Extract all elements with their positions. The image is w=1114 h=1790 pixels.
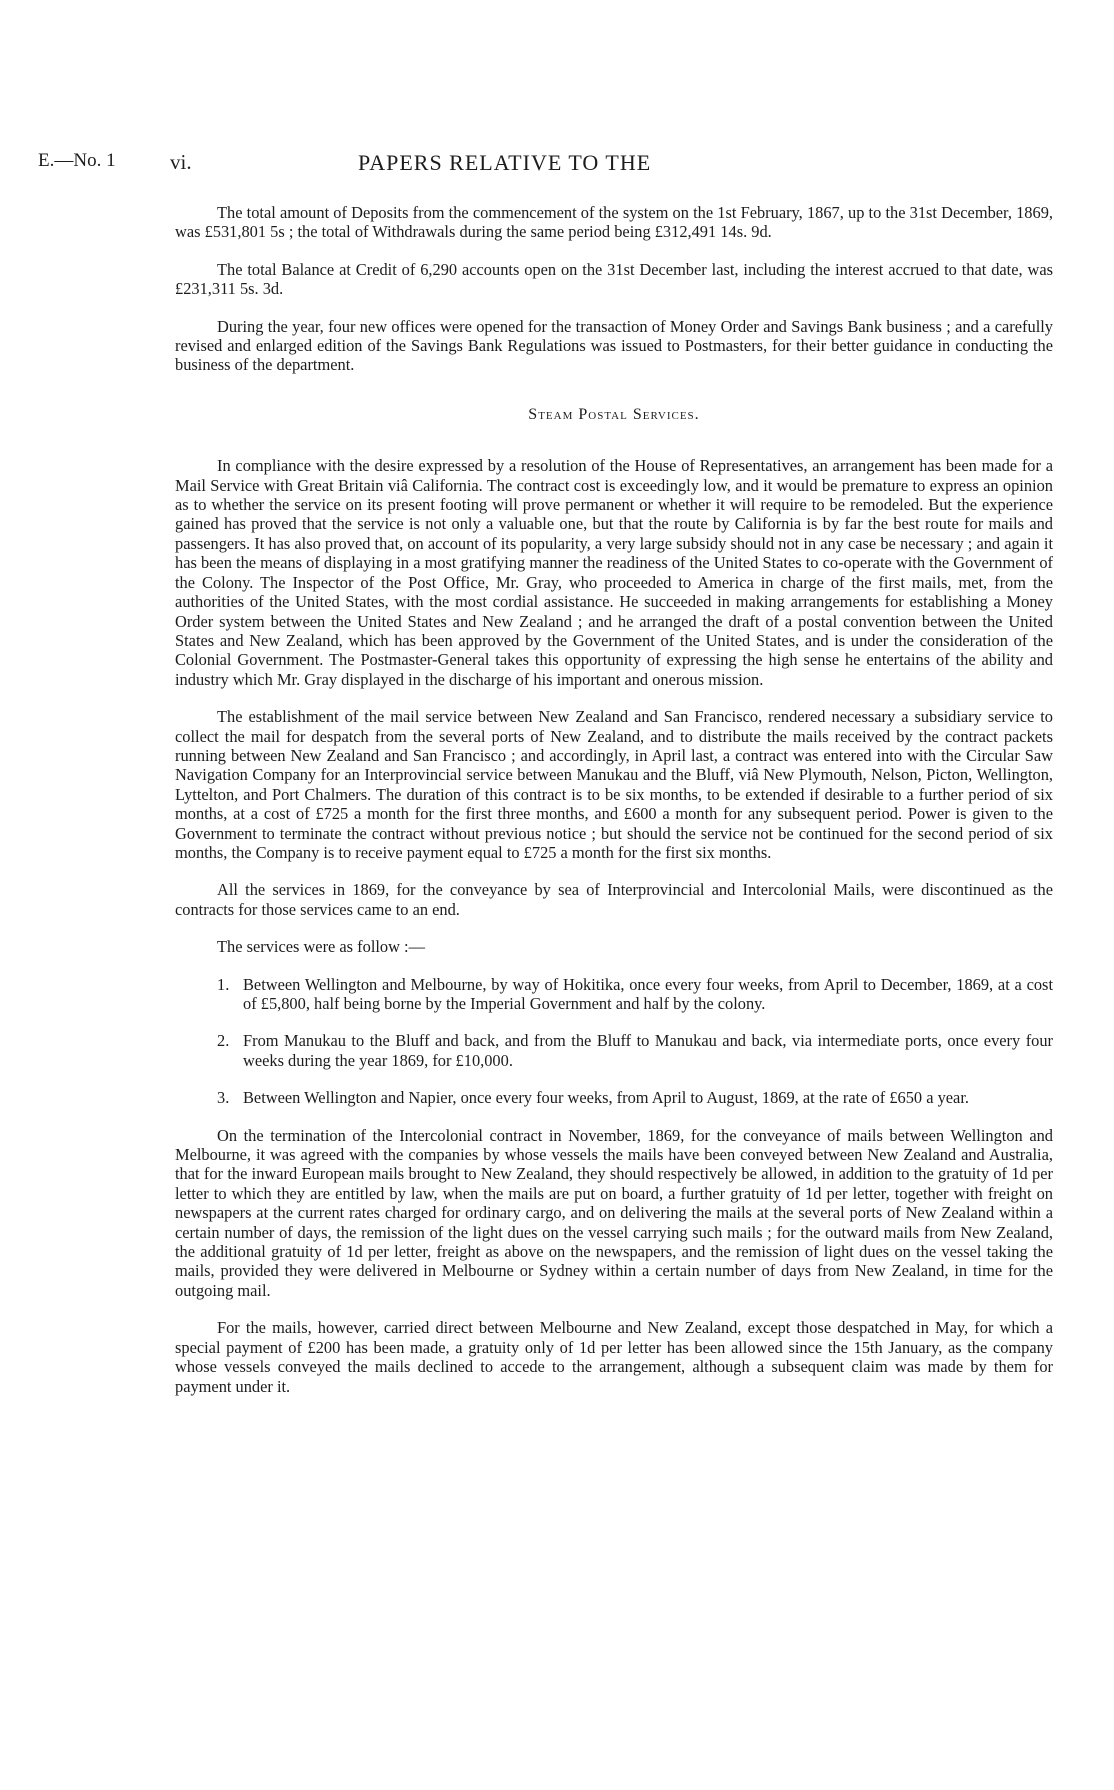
list-item-text: Between Wellington and Napier, once every four weeks, from April to August, 1869, at the rate of £650 a year.	[243, 1088, 969, 1108]
list-item-text: Between Wellington and Melbourne, by way of Hokitika, once every four weeks, from April to December, 1869, at a cost of £5,800, half being borne by the Imperial Government and half by the colony.	[243, 974, 1053, 1013]
document-reference: E.—No. 1	[38, 150, 116, 171]
paragraph-deposits: The total amount of Deposits from the commencement of the system on the 1st February, 1867, up to the 31st December, 1869, was £531,801 5s ; the total of Withdrawals during the same period being £312,491 14s. 9d.	[175, 203, 1053, 242]
paragraph-services-discontinued: All the services in 1869, for the conveyance by sea of Interprovincial and Intercolonial Mails, were discontinued as the contracts for those services came to an end.	[175, 880, 1053, 919]
paragraph-california-service: In compliance with the desire expressed by a resolution of the House of Representatives, an arrangement has been made for a Mail Service with Great Britain viâ California. The contract cost is exceedingly low, and it would be premature to express an opinion as to whether the service on its present footing will prove permanent or whether it will require to be remodeled. But the experience gained has proved that the service is not only a valuable one, but that the route by California is by far the best route for mails and passengers. It has also proved that, on account of its popularity, a very large subsidy should not in any case be necessary ; and again it has been the means of displaying in a most gratifying manner the readiness of the United States to co-operate with the Government of the Colony. The Inspector of the Post Office, Mr. Gray, who proceeded to America in charge of the first mails, met, from the authorities of the United States, with the most cordial assistance. He succeeded in making arrangements for establishing a Money Order system between the United States and New Zealand ; and he arranged the draft of a postal convention between the United States and New Zealand, which has been approved by the Government of the United States, and is under the consideration of the Colonial Government. The Postmaster-General takes this opportunity of expressing the high sense he entertains of the ability and industry which Mr. Gray displayed in the discharge of his important and onerous mission.	[175, 456, 1053, 689]
paragraph-services-intro: The services were as follow :—	[217, 937, 425, 957]
list-item	[217, 1031, 1053, 1070]
paragraph-interprovincial-service: The establishment of the mail service between New Zealand and San Francisco, rendered necessary a subsidiary service to collect the mail for despatch from the several ports of New Zealand, and to distribute the mails received by the contract packets running between New Zealand and San Francisco ; and accordingly, in April last, a contract was entered into with the Circular Saw Navigation Company for an Interprovincial service between Manukau and the Bluff, viâ New Plymouth, Nelson, Picton, Wellington, Lyttelton, and Port Chalmers. The duration of this contract is to be six months, to be extended if desirable to a further period of six months, at a cost of £725 a month for the first three months, and £600 a month for any subsequent period. Power is given to the Government to terminate the contract without previous notice ; but should the service not be continued for the second period of six months, the Company is to receive payment equal to £725 a month for the first six months.	[175, 707, 1053, 862]
paragraph-direct-mails: For the mails, however, carried direct between Melbourne and New Zealand, except those despatched in May, for which a special payment of £200 has been made, a gratuity only of 1d per letter has been allowed since the 15th January, as the company whose vessels conveyed the mails declined to accede to the arrangement, although a subsequent claim was made by them for payment under it.	[175, 1318, 1053, 1396]
page-header	[38, 150, 1078, 180]
paragraph-new-offices: During the year, four new offices were opened for the transaction of Money Order and Savings Bank business ; and a carefully revised and enlarged edition of the Savings Bank Regulations was issued to Postmasters, for their better guidance in conducting the business of the department.	[175, 316, 1053, 375]
document-body	[175, 203, 1053, 1414]
section-heading: Steam Postal Services.	[528, 405, 700, 423]
list-item-number: 2.	[217, 1031, 230, 1051]
running-title: PAPERS RELATIVE TO THE	[358, 150, 652, 175]
paragraph-intercolonial-termination: On the termination of the Intercolonial contract in November, 1869, for the conveyance of mails between Wellington and Melbourne, it was agreed with the companies by whose vessels the mails have been conveyed between New Zealand and Australia, that for the inward European mails brought to New Zealand, they should respectively be allowed, in addition to the gratuity of 1d per letter to which they are entitled by law, when the mails are put on board, a further gratuity of 1d per letter, together with freight on newspapers at the current rates charged for ordinary cargo, and on delivering the mails at the several ports of New Zealand within a certain number of days, the remission of the light dues on the vessel carrying such mails ; for the outward mails from New Zealand, the additional gratuity of 1d per letter, freight as above on the newspapers, and the remission of light dues on the vessel taking the mails, provided they were delivered in Melbourne or Sydney within a certain number of days from New Zealand, in time for the outgoing mail.	[175, 1125, 1053, 1300]
list-item	[217, 975, 1053, 1014]
list-item-text: From Manukau to the Bluff and back, and from the Bluff to Manukau and back, via intermediate ports, once every four weeks during the year 1869, for £10,000.	[243, 1031, 1053, 1070]
list-item-number: 1.	[217, 974, 230, 994]
page-number: vi.	[170, 150, 192, 174]
list-item	[217, 1088, 1053, 1107]
list-item-number: 3.	[217, 1088, 230, 1108]
paragraph-balance: The total Balance at Credit of 6,290 accounts open on the 31st December last, including the interest accrued to that date, was £231,311 5s. 3d.	[175, 259, 1053, 299]
